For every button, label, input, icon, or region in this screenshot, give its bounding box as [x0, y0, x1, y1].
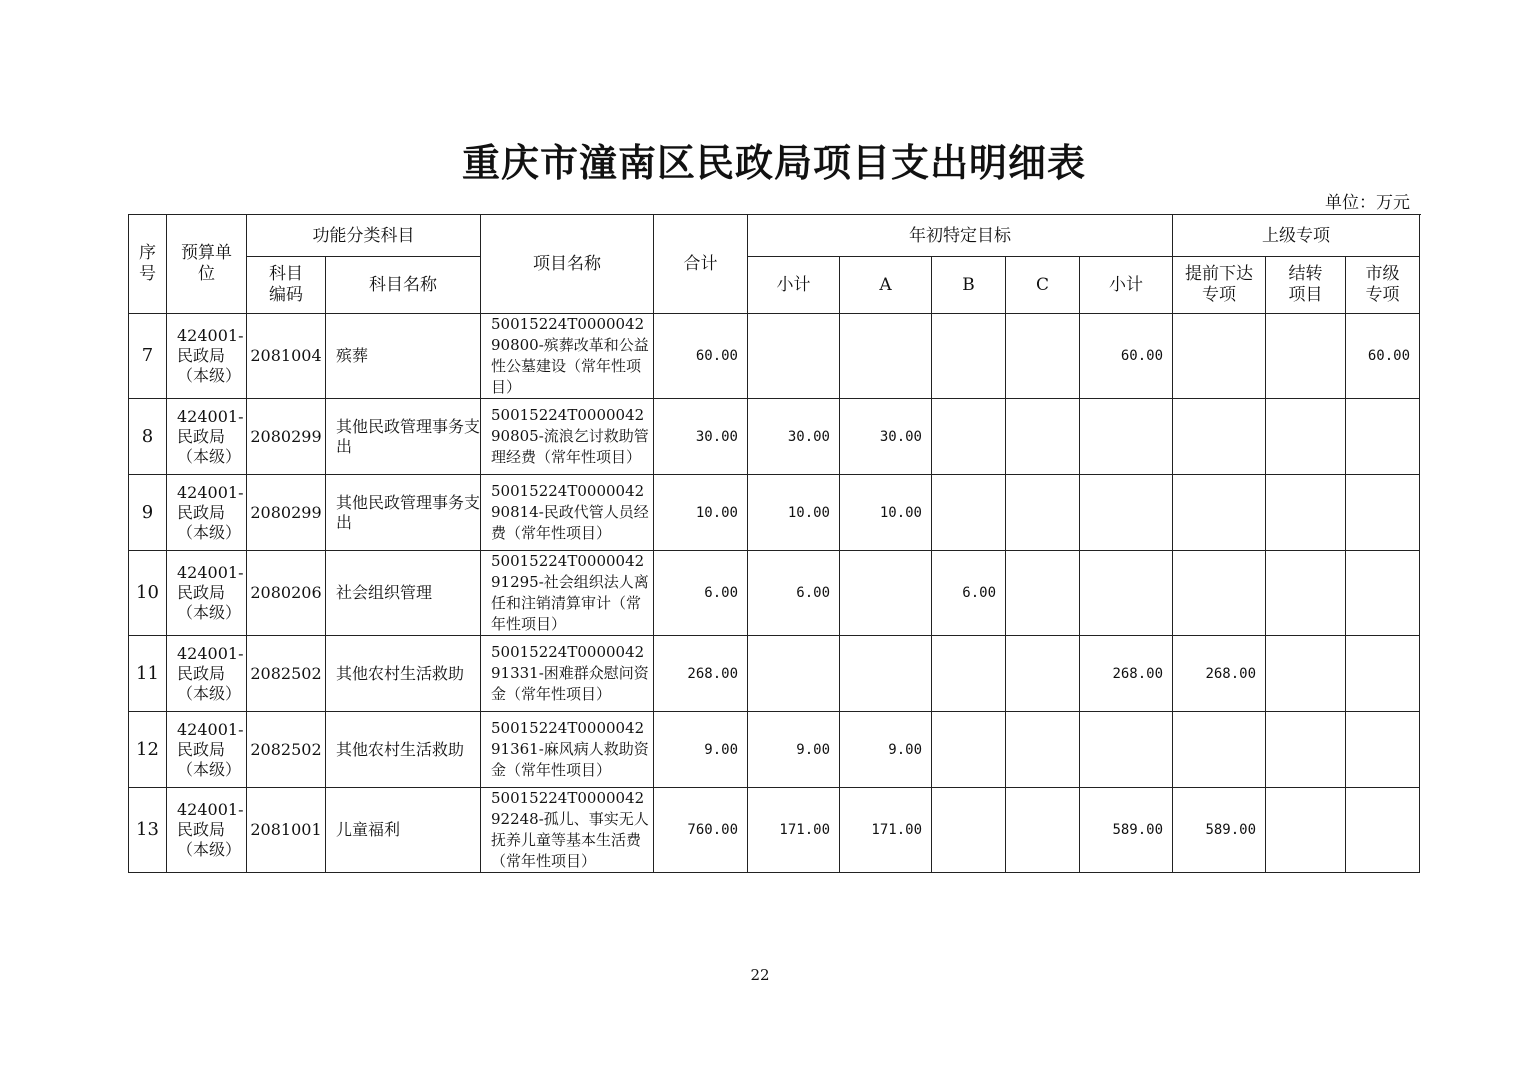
- project-name-cell: 50015224T000004290814-民政代管人员经费（常年性项目）: [481, 475, 654, 551]
- annual-subtotal-cell: [748, 314, 840, 399]
- table-row: [129, 475, 1420, 551]
- city-special-cell: [1346, 475, 1420, 551]
- project-name-cell: 50015224T000004292248-孤儿、事实无人抚养儿童等基本生活费（常年性项目）: [481, 788, 654, 873]
- seq-cell: 10: [129, 551, 167, 636]
- subject-code-cell: 2080206: [247, 551, 326, 636]
- annual-c-cell: [1006, 551, 1080, 636]
- annual-b-cell: [932, 712, 1006, 788]
- total-cell: 268.00: [654, 636, 748, 712]
- superior-subtotal-cell: 60.00: [1080, 314, 1173, 399]
- header-superior-subtotal: 小计: [1080, 257, 1173, 314]
- advance-special-cell: [1173, 399, 1266, 475]
- advance-special-cell: 268.00: [1173, 636, 1266, 712]
- total-cell: 60.00: [654, 314, 748, 399]
- carryover-cell: [1266, 475, 1346, 551]
- seq-cell: 13: [129, 788, 167, 873]
- header-subject-name: 科目名称: [326, 257, 481, 314]
- annual-subtotal-cell: 6.00: [748, 551, 840, 636]
- annual-b-cell: [932, 399, 1006, 475]
- header-subject-code: 科目编码: [247, 257, 326, 314]
- budget-unit-cell: 424001-民政局（本级）: [167, 712, 247, 788]
- header-project-name: 项目名称: [481, 215, 654, 314]
- total-cell: 760.00: [654, 788, 748, 873]
- annual-c-cell: [1006, 314, 1080, 399]
- header-total: 合计: [654, 215, 748, 314]
- budget-unit-cell: 424001-民政局（本级）: [167, 551, 247, 636]
- header-advance-special: 提前下达专项: [1173, 257, 1266, 314]
- carryover-cell: [1266, 551, 1346, 636]
- carryover-cell: [1266, 399, 1346, 475]
- header-annual-subtotal: 小计: [748, 257, 840, 314]
- header-seq: 序号: [129, 215, 167, 314]
- subject-code-cell: 2082502: [247, 712, 326, 788]
- unit-label: 单位：万元: [1325, 193, 1410, 213]
- table-row: [129, 399, 1420, 475]
- advance-special-cell: [1173, 712, 1266, 788]
- seq-cell: 7: [129, 314, 167, 399]
- subject-name-cell: 其他农村生活救助: [326, 712, 481, 788]
- annual-c-cell: [1006, 788, 1080, 873]
- advance-special-cell: [1173, 314, 1266, 399]
- project-name-cell: 50015224T000004291295-社会组织法人离任和注销清算审计（常年性项目）: [481, 551, 654, 636]
- carryover-cell: [1266, 788, 1346, 873]
- subject-code-cell: 2080299: [247, 399, 326, 475]
- header-annual-b: B: [932, 257, 1006, 314]
- annual-b-cell: [932, 314, 1006, 399]
- page-number: 22: [750, 966, 770, 984]
- annual-b-cell: [932, 788, 1006, 873]
- annual-a-cell: 171.00: [840, 788, 932, 873]
- subject-code-cell: 2082502: [247, 636, 326, 712]
- carryover-cell: [1266, 314, 1346, 399]
- superior-subtotal-cell: [1080, 475, 1173, 551]
- advance-special-cell: [1173, 475, 1266, 551]
- subject-name-cell: 其他农村生活救助: [326, 636, 481, 712]
- subject-code-cell: 2081001: [247, 788, 326, 873]
- table-row: [129, 314, 1420, 399]
- header-annual-a: A: [840, 257, 932, 314]
- annual-a-cell: 10.00: [840, 475, 932, 551]
- header-superior: 上级专项: [1173, 215, 1420, 257]
- city-special-cell: [1346, 636, 1420, 712]
- budget-unit-cell: 424001-民政局（本级）: [167, 399, 247, 475]
- annual-subtotal-cell: 10.00: [748, 475, 840, 551]
- carryover-cell: [1266, 636, 1346, 712]
- table-row: [129, 712, 1420, 788]
- city-special-cell: [1346, 712, 1420, 788]
- header-carryover: 结转项目: [1266, 257, 1346, 314]
- advance-special-cell: [1173, 551, 1266, 636]
- total-cell: 10.00: [654, 475, 748, 551]
- superior-subtotal-cell: 268.00: [1080, 636, 1173, 712]
- budget-unit-cell: 424001-民政局（本级）: [167, 636, 247, 712]
- subject-name-cell: 殡葬: [326, 314, 481, 399]
- table-row: [129, 636, 1420, 712]
- city-special-cell: [1346, 788, 1420, 873]
- city-special-cell: [1346, 551, 1420, 636]
- subject-name-cell: 儿童福利: [326, 788, 481, 873]
- annual-subtotal-cell: 171.00: [748, 788, 840, 873]
- total-cell: 30.00: [654, 399, 748, 475]
- header-func-class: 功能分类科目: [247, 215, 481, 257]
- annual-subtotal-cell: [748, 636, 840, 712]
- budget-unit-cell: 424001-民政局（本级）: [167, 788, 247, 873]
- annual-c-cell: [1006, 712, 1080, 788]
- subject-name-cell: 其他民政管理事务支出: [326, 475, 481, 551]
- subject-code-cell: 2081004: [247, 314, 326, 399]
- annual-a-cell: 9.00: [840, 712, 932, 788]
- seq-cell: 11: [129, 636, 167, 712]
- header-city-special: 市级专项: [1346, 257, 1420, 314]
- subject-code-cell: 2080299: [247, 475, 326, 551]
- total-cell: 6.00: [654, 551, 748, 636]
- city-special-cell: [1346, 399, 1420, 475]
- carryover-cell: [1266, 712, 1346, 788]
- total-cell: 9.00: [654, 712, 748, 788]
- header-budget-unit: 预算单位: [167, 215, 247, 314]
- table-row: [129, 788, 1420, 873]
- project-name-cell: 50015224T000004290805-流浪乞讨救助管理经费（常年性项目）: [481, 399, 654, 475]
- budget-unit-cell: 424001-民政局（本级）: [167, 314, 247, 399]
- annual-c-cell: [1006, 636, 1080, 712]
- seq-cell: 8: [129, 399, 167, 475]
- annual-subtotal-cell: 30.00: [748, 399, 840, 475]
- subject-name-cell: 其他民政管理事务支出: [326, 399, 481, 475]
- project-name-cell: 50015224T000004291361-麻风病人救助资金（常年性项目）: [481, 712, 654, 788]
- annual-a-cell: [840, 636, 932, 712]
- annual-c-cell: [1006, 475, 1080, 551]
- project-name-cell: 50015224T000004290800-殡葬改革和公益性公墓建设（常年性项目）: [481, 314, 654, 399]
- annual-a-cell: [840, 551, 932, 636]
- project-expenditure-table: [128, 214, 1420, 873]
- annual-b-cell: [932, 636, 1006, 712]
- page-title: 重庆市潼南区民政局项目支出明细表: [461, 140, 1086, 185]
- header-annual-target: 年初特定目标: [748, 215, 1173, 257]
- seq-cell: 9: [129, 475, 167, 551]
- seq-cell: 12: [129, 712, 167, 788]
- table-row: [129, 551, 1420, 636]
- superior-subtotal-cell: 589.00: [1080, 788, 1173, 873]
- city-special-cell: 60.00: [1346, 314, 1420, 399]
- annual-c-cell: [1006, 399, 1080, 475]
- superior-subtotal-cell: [1080, 399, 1173, 475]
- budget-unit-cell: 424001-民政局（本级）: [167, 475, 247, 551]
- annual-a-cell: 30.00: [840, 399, 932, 475]
- superior-subtotal-cell: [1080, 551, 1173, 636]
- annual-b-cell: [932, 475, 1006, 551]
- project-name-cell: 50015224T000004291331-困难群众慰问资金（常年性项目）: [481, 636, 654, 712]
- annual-subtotal-cell: 9.00: [748, 712, 840, 788]
- superior-subtotal-cell: [1080, 712, 1173, 788]
- annual-a-cell: [840, 314, 932, 399]
- annual-b-cell: 6.00: [932, 551, 1006, 636]
- advance-special-cell: 589.00: [1173, 788, 1266, 873]
- header-annual-c: C: [1006, 257, 1080, 314]
- subject-name-cell: 社会组织管理: [326, 551, 481, 636]
